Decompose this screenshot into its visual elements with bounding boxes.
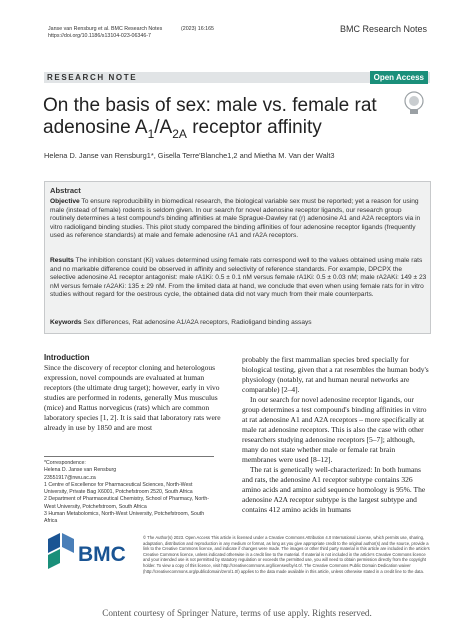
abstract-results: Results The inhibition constant (Ki) values determined using female rats correspond well to the values obtained using male rats and no markable difference could be observed in affinity and selectivity of reference standards. For example, DPCPX the selective adenosine A1 receptor antagonist: male rA1Ki: 0.5 ± 0.1 nM versus female rA1Ki: 0.5 ± 0.03 nM; male rA2AKi: 149 ± 23 nM versus female rA2AKi: 135 ± 29 nM. From the limited data at hand, we conclude that even when using female rats for in vitro studies without regard for the oestrous cycle, the obtained data did not vary much from their male counterparts.: [50, 257, 427, 299]
introduction-right-column: [242, 355, 430, 515]
citation: [48, 26, 162, 40]
correspondence-notes: [44, 456, 214, 526]
bmc-logo: [46, 533, 130, 573]
correspondence-email[interactable]: 23551917@nwu.ac.za: [44, 474, 96, 481]
correspondence-name: Helena D. Janse van Rensburg: [44, 467, 117, 474]
bmc-logo-text: BMC: [78, 543, 126, 566]
article-type: RESEARCH NOTE: [47, 73, 138, 82]
affiliation-2: 2 Department of Pharmaceutical Chemistry, School of Pharmacy, North-West University, Potchefstroom, South Africa: [44, 496, 210, 510]
journal-name: BMC Research Notes: [339, 24, 427, 34]
author-list: Helena D. Janse van Rensburg1*, Gisella Terre'Blanche1,2 and Mietha M. Van der Walt3: [44, 151, 335, 160]
open-access-badge[interactable]: Open Access: [370, 71, 428, 84]
affiliation-1: 1 Centre of Excellence for Pharmaceutical Sciences, North-West University, Private Bag X6001, Potchefstroom 2520, South Africa: [44, 481, 193, 496]
right-paragraph-3: The rat is genetically well-characterized: In both humans and rats, the adenosine A1 receptor subtype contains 326 amino acids and amino acid sequence homology is 95%. The adenosine A2A receptor subtype is the largest subtype and contains 412 amino acids in humans: [242, 465, 426, 514]
springer-footer: Content courtesy of Springer Nature, terms of use apply. Rights reserved.: [102, 608, 372, 618]
introduction-left-text: Since the discovery of receptor cloning and heterologous expression, novel compounds are evaluated at human receptors (the ultimate drug target); however, early in vivo studies are performed in rodents, generally Mus musculus (mice) and Rattus norvegicus (rats) which are common laboratory species [1, 2]. It is said that laboratory rats were already in use by 1850 and are most: [44, 363, 221, 432]
abstract-heading: Abstract: [50, 186, 81, 195]
abstract-keywords: Keywords Sex differences, Rat adenosine A1/A2A receptors, Radioligand binding assays: [50, 319, 312, 326]
correspondence-label: *Correspondence:: [44, 460, 86, 466]
abstract-box: [44, 181, 431, 334]
right-paragraph-2: In our search for novel adenosine receptor ligands, our group determines a test compound's binding affinities in vitro at rat adenosine A1 and A2A receptors – more specifically at male rat adenosine receptors. This is also the case with other researchers studying adenosine receptors [5–7]; although, many do not state whether male or female rat brain membranes were used [8–12].: [242, 395, 427, 464]
citation-authors: Janse van Rensburg et al. BMC Research Notes: [48, 26, 163, 32]
affiliation-3: 3 Human Metabolomics, North-West University, Potchefstroom, South Africa: [44, 511, 205, 525]
doi-link[interactable]: https://doi.org/10.1186/s13104-023-06346-7: [48, 33, 151, 39]
check-for-updates-icon[interactable]: [403, 91, 425, 115]
title-line-2: adenosine $A_1/A_{2A}$ receptor affinity: [43, 117, 322, 141]
title-line-1: On the basis of sex: male vs. female rat: [43, 95, 377, 116]
right-paragraph-1: probably the first mammalian species bred specially for biological testing, given that a rat resembles the human body's physiology (notably, rat and human neural networks are comparable) [2–4].: [242, 355, 429, 394]
abstract-objective: Objective To ensure reproducibility in biomedical research, the biological variable sex must be reported; yet a reason for using male (instead of female) rodents is seldom given. In our search for novel adenosine receptor ligands, our research group routinely determines a test compound's binding affinities at male Sprague-Dawley rat (r) adenosine A1 and A2A receptors via in vitro radioligand binding studies. This pilot study compared the binding affinities of four adenosine receptor ligands (frequently used as reference standards) at male and female adenosine rA1 and rA2A receptors.: [50, 198, 421, 240]
introduction-heading: Introduction: [44, 353, 90, 362]
year-pages: (2023) 16:165: [181, 26, 214, 32]
article-title: [43, 95, 383, 145]
license-text: © The Author(s) 2023. Open Access This article is licensed under a Creative Commons Attribution 4.0 International License, which permits use, sharing, adaptation, distribution and reproduction in any medium or format, as long as you give appropriate credit to the original author(s) and the source, provide a link to the Creative Commons licence, and indicate if changes were made. The images or other third party material in this article are included in the article's Creative Commons licence, unless indicated otherwise in a credit line to the material. If material is not included in the article's Creative Commons licence and your intended use is not permitted by statutory regulation or exceeds the permitted use, you will need to obtain permission directly from the copyright holder. To view a copy of this licence, visit http://creativecommons.org/licenses/by/4.0/. The Creative Commons Public Domain Dedication waiver (http://creativecommons.org/publicdomain/zero/1.0/) applies to the data made available in this article, unless otherwise stated in a credit line to the data.: [143, 535, 430, 574]
article-type-band: [44, 72, 430, 83]
